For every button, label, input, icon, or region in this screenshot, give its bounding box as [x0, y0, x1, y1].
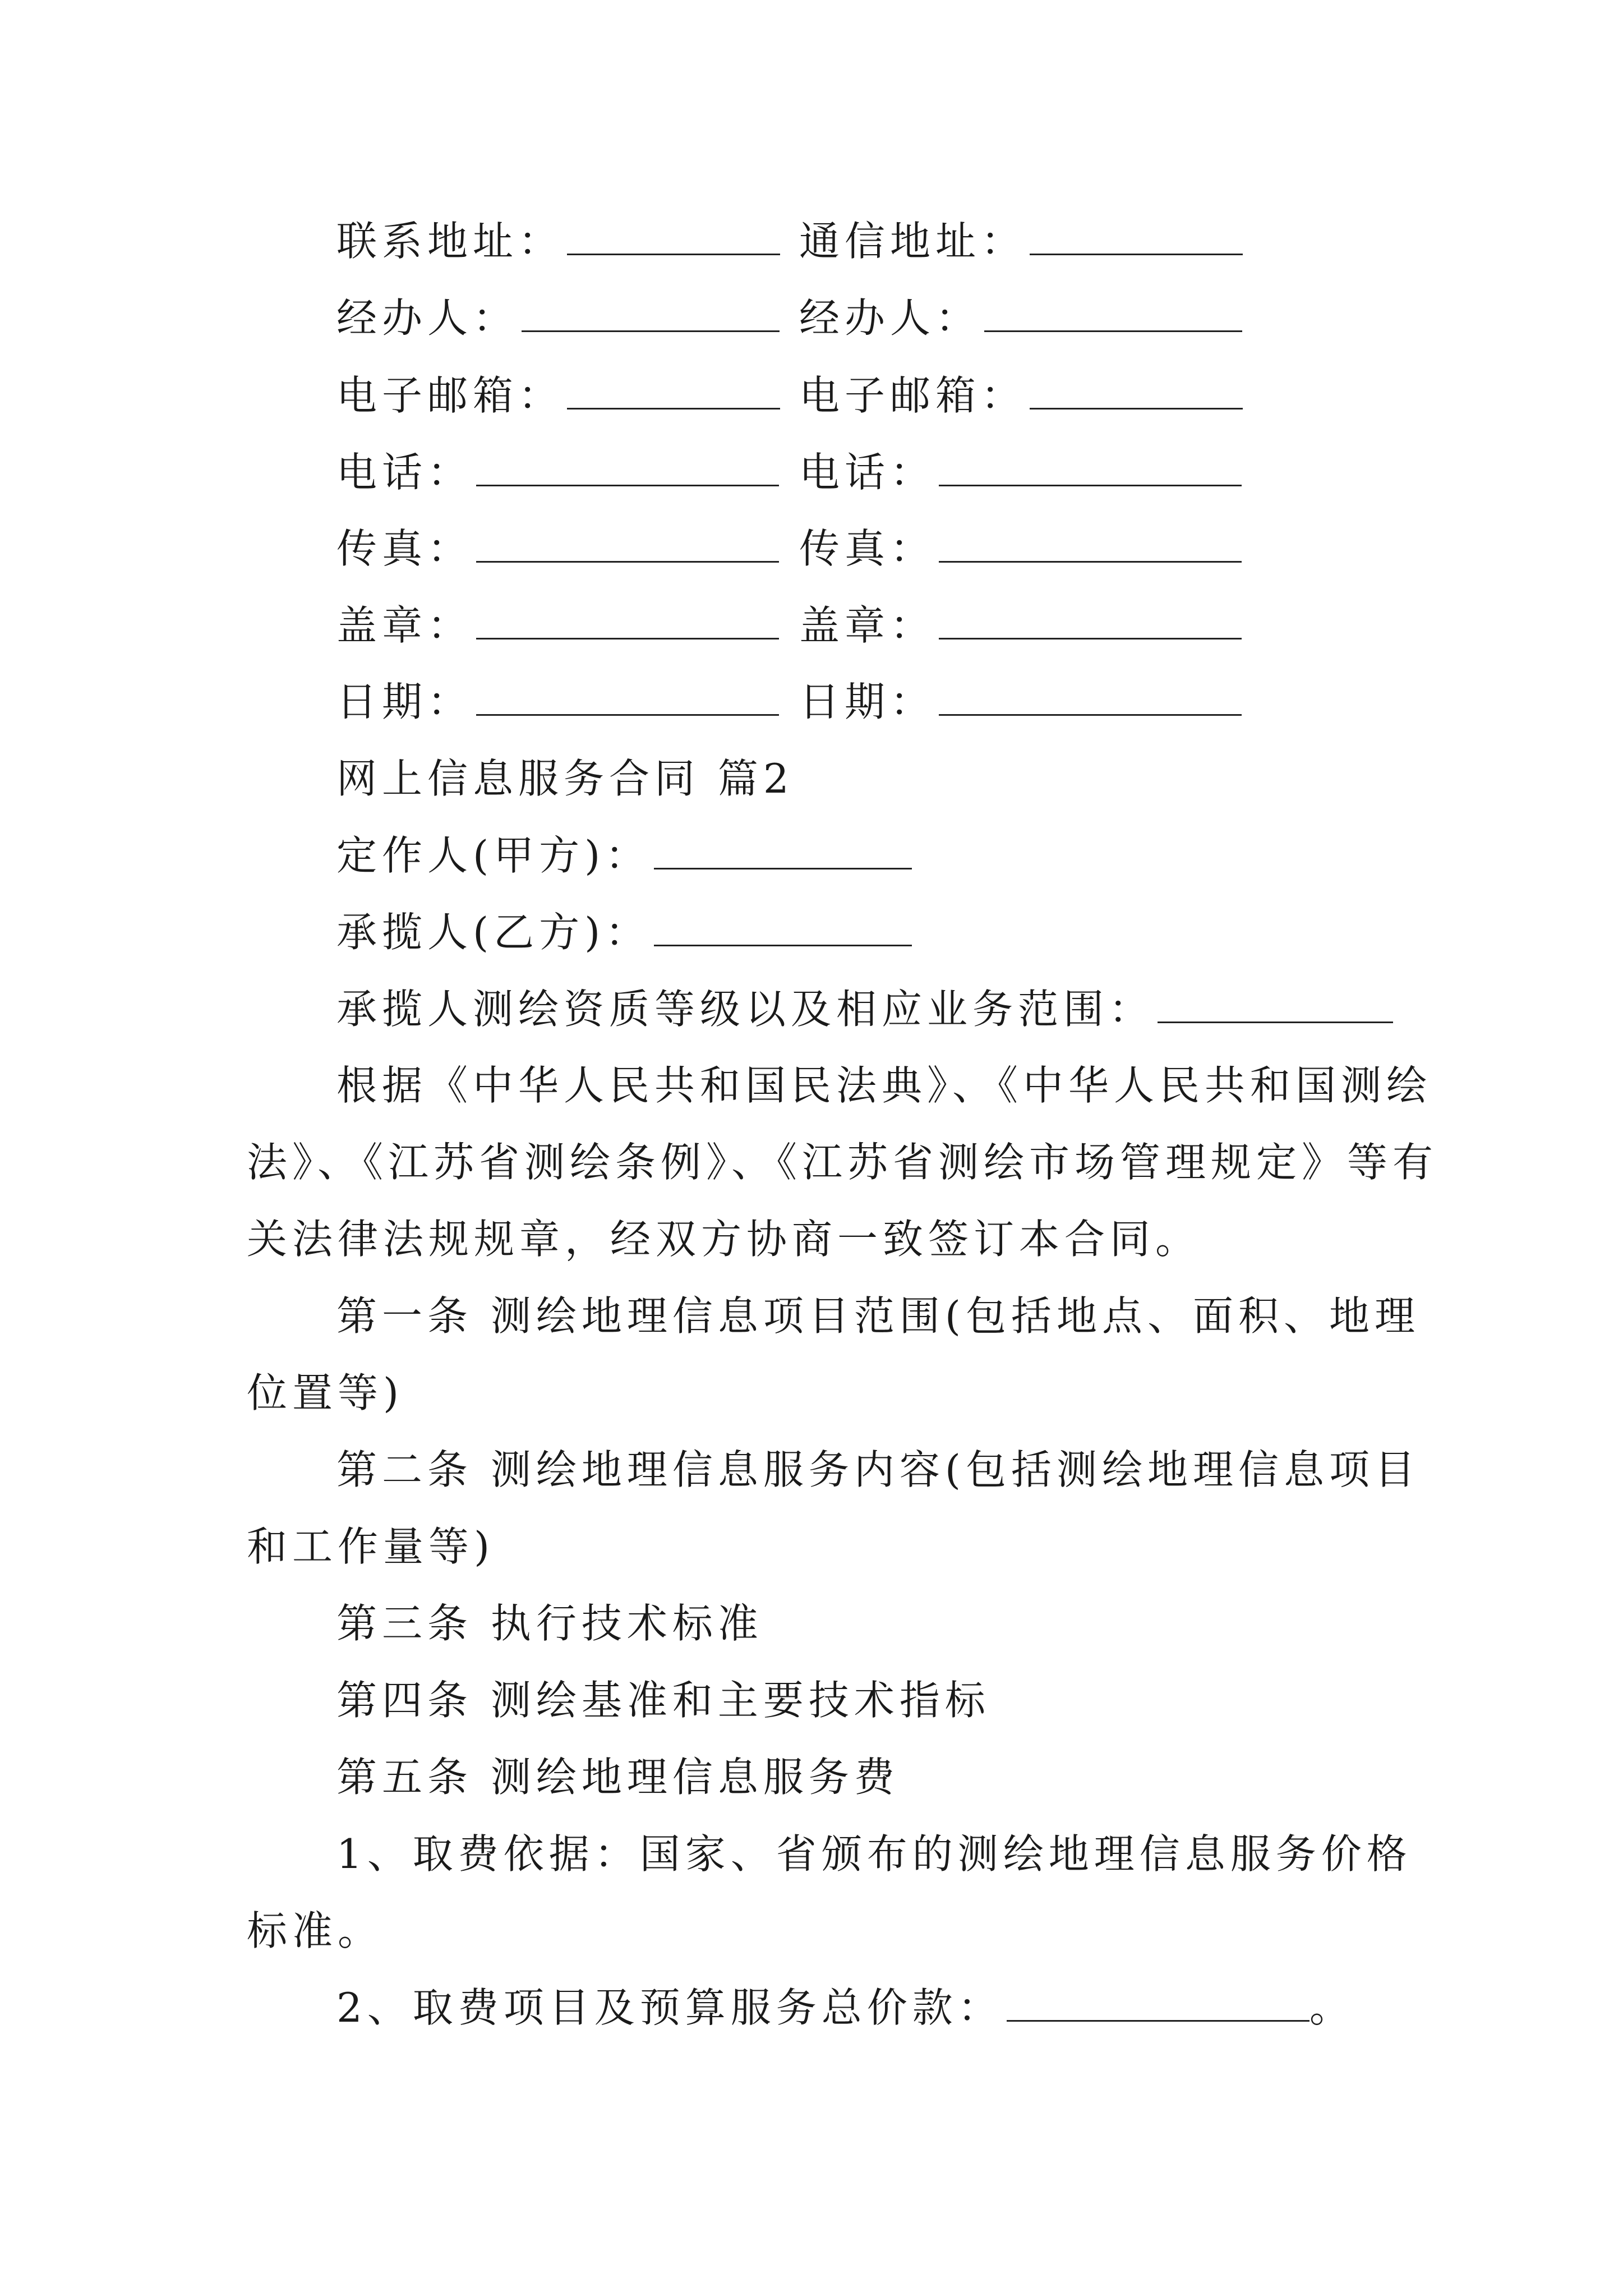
blank-line[interactable] [522, 325, 780, 332]
seal-a: 盖章： [336, 600, 779, 651]
party-a-line: 定作人(甲方)： [336, 830, 912, 881]
fee-2-line: 2、取费项目及预算服务总价款： 。 [336, 1984, 1355, 2031]
blank-line[interactable] [567, 402, 780, 409]
blank-line[interactable] [1158, 1016, 1393, 1023]
article-2-line-1: 第二条 测绘地理信息服务内容(包括测绘地理信息项目 [336, 1446, 1420, 1493]
blank-line[interactable] [939, 708, 1242, 716]
date-a: 日期： [336, 677, 779, 727]
blank-line[interactable] [476, 632, 779, 639]
article-4: 第四条 测绘基准和主要技术指标 [336, 1677, 990, 1724]
blank-line[interactable] [939, 479, 1242, 486]
email-b: 电子邮箱： [799, 370, 1243, 421]
intro-line-2: 法》、《江苏省测绘条例》、《江苏省测绘市场管理规定》等有 [247, 1139, 1438, 1186]
blank-line[interactable] [476, 479, 779, 486]
blank-line[interactable] [1007, 2014, 1310, 2022]
blank-line[interactable] [567, 248, 780, 255]
intro-line-3: 关法律法规规章，经双方协商一致签订本合同。 [247, 1216, 1201, 1263]
blank-line[interactable] [939, 632, 1242, 639]
agent-b: 经办人： [799, 293, 1242, 343]
intro-line-1: 根据《中华人民共和国民法典》、《中华人民共和国测绘 [336, 1062, 1432, 1109]
fee-1-line-1: 1、取费依据：国家、省颁布的测绘地理信息服务价格 [336, 1830, 1412, 1878]
party-b-line: 承揽人(乙方)： [336, 907, 912, 958]
blank-line[interactable] [654, 939, 912, 946]
date-b: 日期： [799, 677, 1242, 727]
email-a: 电子邮箱： [336, 370, 780, 421]
fax-a: 传真： [336, 523, 779, 574]
article-5: 第五条 测绘地理信息服务费 [336, 1754, 900, 1801]
fax-b: 传真： [799, 523, 1242, 574]
fee-1-line-2: 标准。 [247, 1907, 384, 1954]
blank-line[interactable] [1030, 248, 1243, 255]
article-1-line-2: 位置等) [247, 1369, 404, 1416]
phone-b: 电话： [799, 447, 1242, 498]
blank-line[interactable] [476, 708, 779, 716]
article-3: 第三条 执行技术标准 [336, 1600, 763, 1647]
mailing-address-b: 通信地址： [799, 216, 1243, 266]
qualification-line: 承揽人测绘资质等级以及相应业务范围： [336, 984, 1393, 1034]
agent-a: 经办人： [336, 293, 780, 343]
article-1-line-1: 第一条 测绘地理信息项目范围(包括地点、面积、地理 [336, 1292, 1420, 1340]
blank-line[interactable] [984, 325, 1242, 332]
phone-a: 电话： [336, 447, 779, 498]
seal-b: 盖章： [799, 600, 1242, 651]
blank-line[interactable] [476, 555, 779, 563]
article-2-line-2: 和工作量等) [247, 1523, 495, 1570]
blank-line[interactable] [939, 555, 1242, 563]
blank-line[interactable] [654, 862, 912, 869]
section-title: 网上信息服务合同 篇2 [336, 755, 794, 802]
blank-line[interactable] [1030, 402, 1243, 409]
contact-address-a: 联系地址： [336, 216, 780, 266]
